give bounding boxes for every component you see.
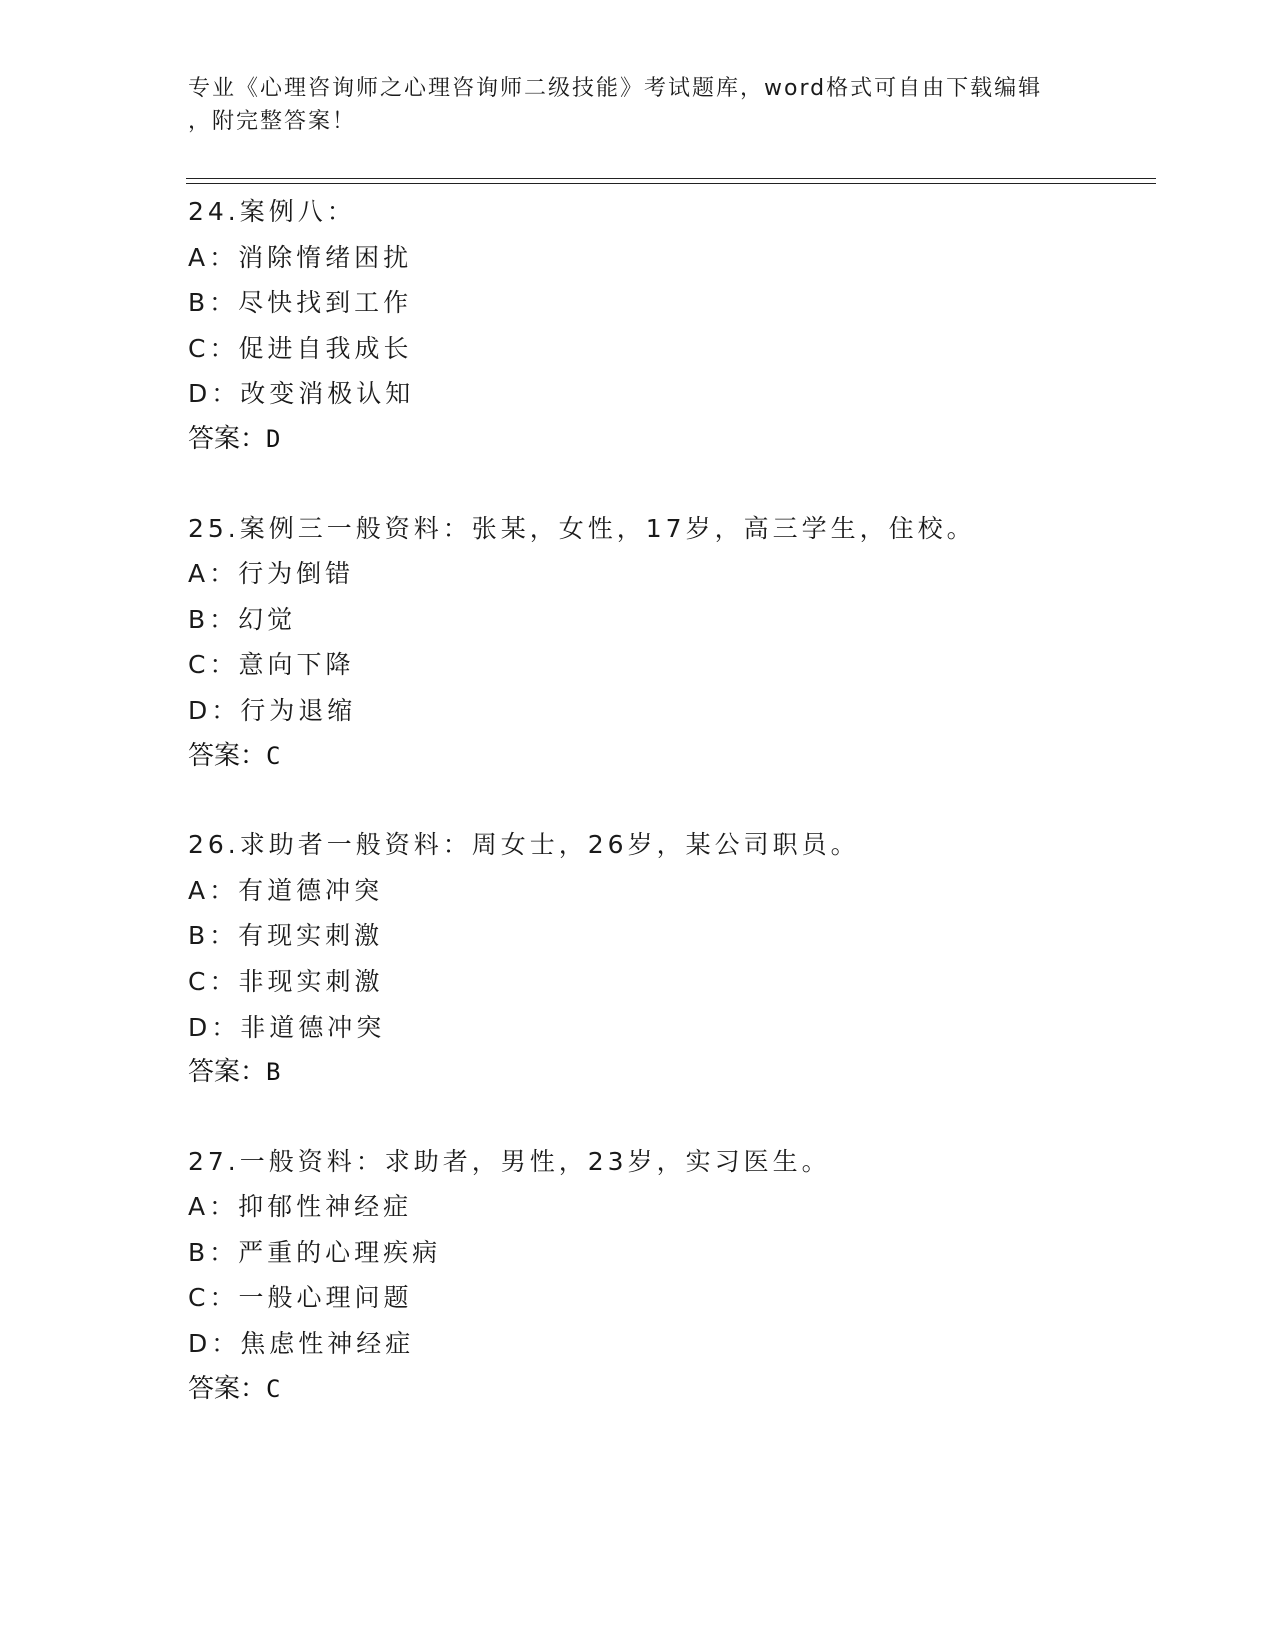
answer-value: D [266, 424, 281, 453]
option-b: B：幻觉 [188, 604, 297, 634]
option-c: C：意向下降 [188, 650, 355, 680]
option-d: D：焦虑性神经症 [188, 1329, 415, 1359]
answer-label: 答案： [188, 740, 267, 771]
question-25 [188, 506, 1148, 780]
answer-line [188, 1367, 1148, 1413]
answer-value: B [266, 1058, 281, 1087]
option-b: B：严重的心理疾病 [188, 1237, 442, 1267]
option-b: B：尽快找到工作 [188, 288, 413, 318]
option-c: C：一般心理问题 [188, 1283, 413, 1313]
answer-value: C [266, 1374, 281, 1403]
option-d: D：改变消极认知 [188, 379, 415, 409]
option-a: A：行为倒错 [188, 559, 355, 589]
question-list [188, 189, 1148, 1455]
header-line-2: ，附完整答案！ [188, 109, 357, 134]
question-title: 25.案例三一般资料：张某，女性，17岁，高三学生，住校。 [188, 513, 976, 543]
answer-label: 答案： [188, 1373, 267, 1404]
option-c: C：促进自我成长 [188, 333, 413, 363]
option-b: B：有现实刺激 [188, 921, 384, 951]
answer-line [188, 1050, 1148, 1096]
option-a: A：有道德冲突 [188, 875, 384, 905]
question-27 [188, 1139, 1148, 1413]
answer-line [188, 417, 1148, 463]
header-divider-bottom [186, 183, 1156, 184]
option-c: C：非现实刺激 [188, 966, 384, 996]
answer-value: C [266, 741, 281, 770]
option-a: A：抑郁性神经症 [188, 1192, 413, 1222]
option-d: D：非道德冲突 [188, 1012, 386, 1042]
document-header [188, 72, 1088, 138]
option-d: D：行为退缩 [188, 695, 357, 725]
option-a: A：消除惰绪困扰 [188, 242, 413, 272]
answer-label: 答案： [188, 423, 267, 454]
header-line-1: 专业《心理咨询师之心理咨询师二级技能》考试题库，word格式可自由下载编辑 [188, 76, 1043, 101]
answer-label: 答案： [188, 1057, 267, 1088]
header-divider-top [186, 178, 1156, 179]
question-24 [188, 189, 1148, 463]
question-title: 27.一般资料：求助者，男性，23岁，实习医生。 [188, 1146, 831, 1176]
question-26 [188, 822, 1148, 1096]
question-title: 26.求助者一般资料：周女士，26岁，某公司职员。 [188, 830, 860, 860]
question-title: 24.案例八： [188, 197, 356, 226]
answer-line [188, 734, 1148, 780]
